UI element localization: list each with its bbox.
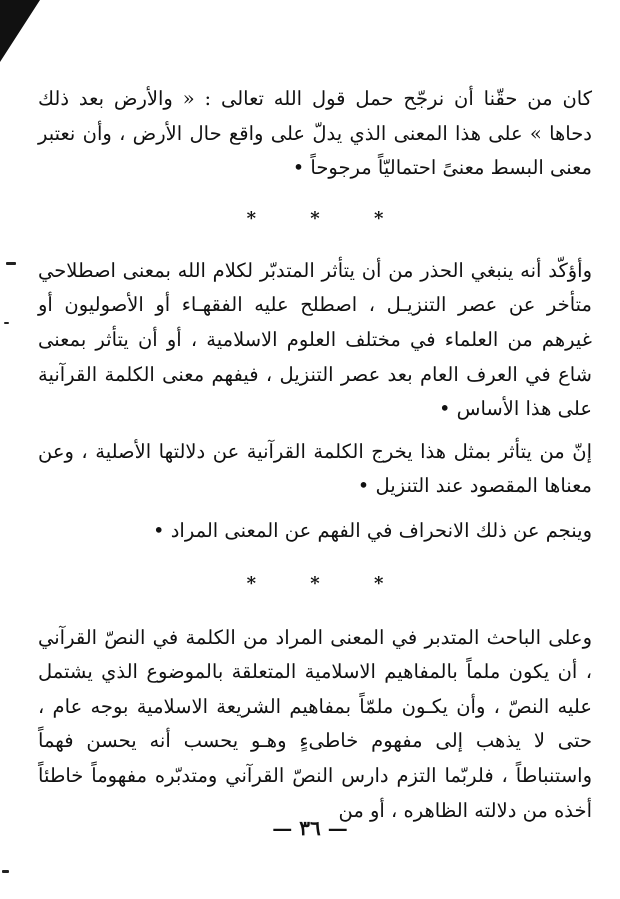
page-body [38, 82, 592, 828]
scan-speck [2, 870, 9, 873]
section-separator: * * * [246, 572, 408, 594]
paragraph-2: وأؤكّد أنه ينبغي الحذر من أن يتأثر المتدبّر لكلام الله بمعنى اصطلاحي متأخر عن عصر التنزيـل ، اصطلح عليه الفقهـاء أو الأصوليون أو غيرهم من العلماء في مختلف العلوم الاسلامية ، أو أن يتأثر بمعنى شاع في العرف العام بعد عصر التنزيل ، فيفهم معنى الكلمة القرآنية على هذا الأساس • [38, 258, 592, 421]
page-number: — ٣٦ — [272, 816, 348, 840]
paragraph-1: كان من حقّنا أن نرجّح حمل قول الله تعالى : « والأرض بعد ذلك دحاها » على هذا المعنى الذي يدلّ على واقع حال الأرض ، وأن نعتبر معنى البسط معنىً احتماليّاً مرجوحاً • [38, 87, 592, 180]
scan-speck [4, 322, 9, 324]
paragraph-5: وعلى الباحث المتدبر في المعنى المراد من الكلمة في النصّ القرآني ، أن يكون ملماً بالمفاهيم الاسلامية المتعلقة بالموضوع الذي يشتمل عليه النصّ ، وأن يكـون ملمّاً بمفاهيم الشريعة الاسلامية بوجه عام ، حتى لا يذهب إلى مفهوم خاطىءٍ وهـو يحسب أنه يحسن فهماً واستنباطاً ، فلربّما التزم دارس النصّ القرآني ومتدبّره مفهوماً خاطئاً أخذه من دلالته الظاهره ، أو من [38, 625, 592, 822]
paragraph-3: إنّ من يتأثر بمثل هذا يخرج الكلمة القرآنية عن دلالتها الأصلية ، وعن معناها المقصود عند التنزيل • [38, 439, 592, 498]
section-separator: * * * [246, 207, 408, 229]
scan-speck [6, 262, 16, 265]
paragraph-4: وينجم عن ذلك الانحراف في الفهم عن المعنى المراد • [153, 518, 592, 542]
scan-corner-mark [0, 0, 40, 62]
